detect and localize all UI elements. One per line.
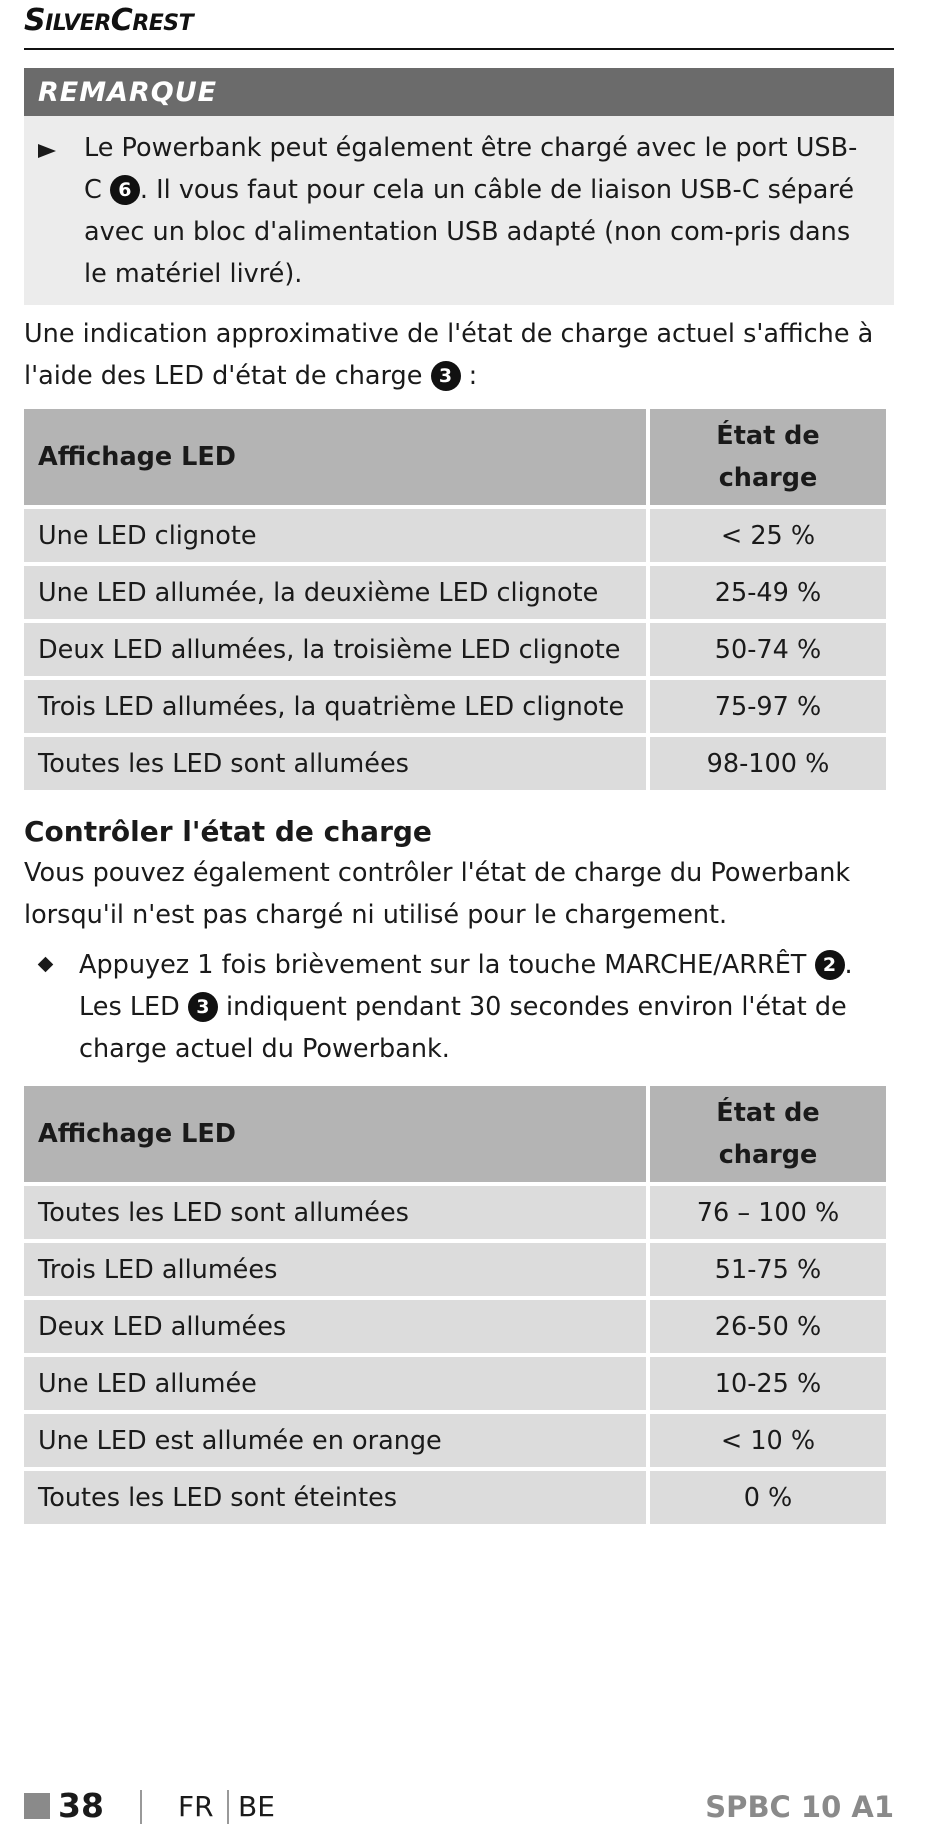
charge-state-cell: < 10 %: [650, 1414, 886, 1467]
table-row: [24, 566, 886, 619]
note-body: [24, 116, 894, 305]
led-display-cell: Toutes les LED sont allumées: [24, 1186, 646, 1239]
text-segment: Une indication approximative de l'état de charge actuel s'affiche à l'aide des LED d'état de charge: [24, 319, 874, 391]
table-row: [24, 623, 886, 676]
led-display-cell: Trois LED allumées, la quatrième LED clignote: [24, 680, 646, 733]
arrow-bullet-icon: [38, 144, 56, 158]
header-divider: [24, 48, 894, 50]
text-segment: État de: [716, 421, 820, 451]
note-box: [24, 68, 894, 305]
table-header-row: [24, 409, 886, 505]
table-row: [24, 1357, 886, 1410]
led-display-cell: Deux LED allumées: [24, 1300, 646, 1353]
led-display-cell: Une LED allumée, la deuxième LED clignote: [24, 566, 646, 619]
manual-page: [24, 0, 894, 1528]
col-header-display: Affichage LED: [24, 1086, 646, 1182]
charge-state-cell: 51-75 %: [650, 1243, 886, 1296]
table-row: [24, 1243, 886, 1296]
instruction-step: [24, 944, 894, 1070]
note-text-end: . Il vous faut pour cela un câble de liaison USB-C séparé avec un bloc d'alimentation USB adapté (non com-pris dans le matériel livré).: [84, 175, 855, 289]
intro-paragraph: [24, 313, 894, 397]
led-display-cell: Deux LED allumées, la troisième LED clignote: [24, 623, 646, 676]
led-display-cell: Toutes les LED sont éteintes: [24, 1471, 646, 1524]
page-marker-icon: [24, 1793, 50, 1819]
col-header-state: [650, 409, 886, 505]
text-segment: REST: [132, 11, 194, 36]
text-segment: indiquent pendant 30 secondes environ l'état de charge actuel du Powerbank.: [79, 992, 847, 1064]
table-row: [24, 1300, 886, 1353]
charge-state-cell: 98-100 %: [650, 737, 886, 790]
charge-state-cell: 76 – 100 %: [650, 1186, 886, 1239]
led-display-cell: Une LED clignote: [24, 509, 646, 562]
charge-state-cell: < 25 %: [650, 509, 886, 562]
text-segment: :: [460, 361, 478, 391]
brand-logo: [24, 3, 894, 40]
text-segment: charge: [718, 1140, 818, 1170]
table-row: [24, 680, 886, 733]
text-segment: Appuyez 1 fois brièvement sur la touche MARCHE/ARRÊT: [79, 950, 815, 980]
col-header-state: [650, 1086, 886, 1182]
page-number: 38: [58, 1786, 104, 1825]
page-footer: [24, 1786, 894, 1830]
ref-number-icon: 3: [188, 992, 218, 1022]
ref-number-icon: 6: [110, 175, 140, 205]
charge-state-cell: 75-97 %: [650, 680, 886, 733]
section-intro: Vous pouvez également contrôler l'état de charge du Powerbank lorsqu'il n'est pas chargé ni utilisé pour le chargement.: [24, 858, 851, 930]
table-row: [24, 737, 886, 790]
led-table-charging: [20, 405, 890, 794]
led-display-cell: Une LED allumée: [24, 1357, 646, 1410]
table-row: [24, 1186, 886, 1239]
table-row: [24, 1414, 886, 1467]
text-segment: . Les LED: [79, 950, 853, 1022]
charge-state-cell: 26-50 %: [650, 1300, 886, 1353]
country-code: BE: [238, 1790, 275, 1823]
text-segment: État de: [716, 1098, 820, 1128]
section-heading: Contrôler l'état de charge: [24, 815, 432, 848]
text-segment: S: [24, 3, 46, 38]
led-display-cell: Toutes les LED sont allumées: [24, 737, 646, 790]
ref-number-icon: 2: [815, 950, 845, 980]
divider: [140, 1790, 142, 1824]
model-number: SPBC 10 A1: [705, 1790, 894, 1824]
charge-state-cell: 50-74 %: [650, 623, 886, 676]
led-display-cell: Trois LED allumées: [24, 1243, 646, 1296]
table-row: [24, 509, 886, 562]
text-segment: ILVER: [45, 11, 111, 36]
language-code: FR: [178, 1790, 214, 1823]
charge-state-cell: 0 %: [650, 1471, 886, 1524]
table-header-row: [24, 1086, 886, 1182]
charge-state-cell: 25-49 %: [650, 566, 886, 619]
divider: [227, 1790, 229, 1824]
text-segment: C: [110, 3, 133, 38]
note-text-start: Le Powerbank peut également être chargé avec le port USB-C: [84, 133, 858, 205]
led-table-status: [20, 1082, 890, 1528]
charge-state-cell: 10-25 %: [650, 1357, 886, 1410]
text-segment: charge: [718, 463, 818, 493]
led-display-cell: Une LED est allumée en orange: [24, 1414, 646, 1467]
ref-number-icon: 3: [431, 361, 461, 391]
note-title: REMARQUE: [24, 68, 894, 116]
diamond-bullet-icon: [38, 957, 54, 973]
table-row: [24, 1471, 886, 1524]
col-header-display: Affichage LED: [24, 409, 646, 505]
